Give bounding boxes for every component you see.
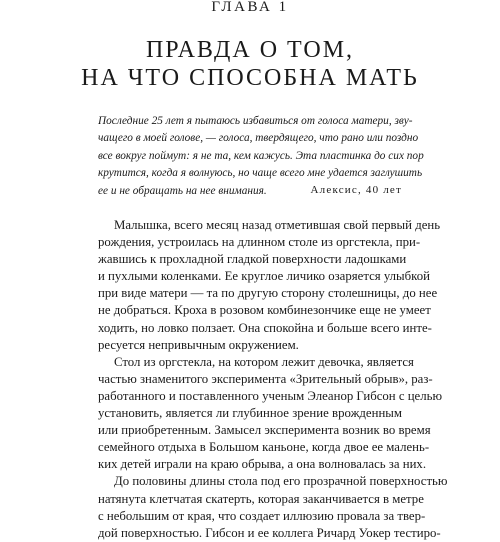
epigraph-line: крутится, когда я волнуюсь, но чаще всего мне удается заглушить [98, 167, 423, 180]
body-line: Малышка, всего месяц назад отметившая свой первый день [114, 218, 441, 232]
epigraph-attribution: Алексис, 40 лет [310, 184, 402, 196]
body-line: рождения, устроилась на длинном столе из оргстекла, при- [98, 235, 421, 250]
epigraph-line: ее и не обращать на нее внимания. [98, 184, 267, 197]
body-line: семейного отдыха в Большом каньоне, когда двое ее малень- [98, 440, 430, 455]
chapter-title-line: НА ЧТО СПОСОБНА МАТЬ [81, 65, 419, 91]
body-line: и пухлыми коленками. Ее круглое личико озаряется улыбкой [98, 269, 430, 284]
epigraph-line: Последние 25 лет я пытаюсь избавиться от голоса матери, зву- [98, 115, 413, 127]
body-line: До половины длины стола под его прозрачной поверхностью [114, 474, 448, 489]
chapter-label: ГЛАВА 1 [211, 0, 289, 15]
body-line: ходить, но ловко ползает. Она спокойна и больше всего инте- [98, 320, 432, 335]
body-line: частью знаменитого эксперимента «Зрительный обрыв», раз- [98, 371, 433, 386]
epigraph-line: чащего в моей голове, — голоса, твердящего, что рано или поздно [98, 132, 419, 145]
body-line: дой поверхностью. Гибсон и ее коллега Ричард Уокер тестиро- [98, 525, 441, 540]
body-line: натянута клетчатая скатерть, которая заканчивается в метре [98, 491, 424, 506]
body-line: при виде матери — та по другую сторону столешницы, до нее [98, 286, 438, 301]
body-line: или приобретенным. Замысел эксперимента возник во время [98, 423, 431, 438]
body-line: ких детей играли на краю обрыва, а она волновалась за них. [98, 457, 427, 472]
chapter-title-line: ПРАВДА О ТОМ, [145, 37, 355, 63]
epigraph-line: все вокруг поймут: я не та, кем кажусь. Эта пластинка до сих пор [98, 149, 424, 162]
body-line: Стол из оргстекла, на котором лежит девочка, является [114, 354, 414, 369]
body-line: не добраться. Кроха в розовом комбинезончике еще не умеет [98, 303, 431, 318]
body-line: установить, является ли глубинное зрение врожденным [98, 406, 402, 421]
body-line: ресуется непривычным окружением. [98, 337, 299, 352]
chapter-title [0, 36, 500, 92]
body-line: работанного и поставленного ученым Элеанор Гибсон с целью [98, 388, 443, 403]
body-line: с небольшим от края, что создает иллюзию провала за твер- [98, 508, 426, 523]
body-text [98, 217, 448, 542]
body-line: жавшись к прохладной гладкой поверхности ладошками [98, 252, 407, 267]
